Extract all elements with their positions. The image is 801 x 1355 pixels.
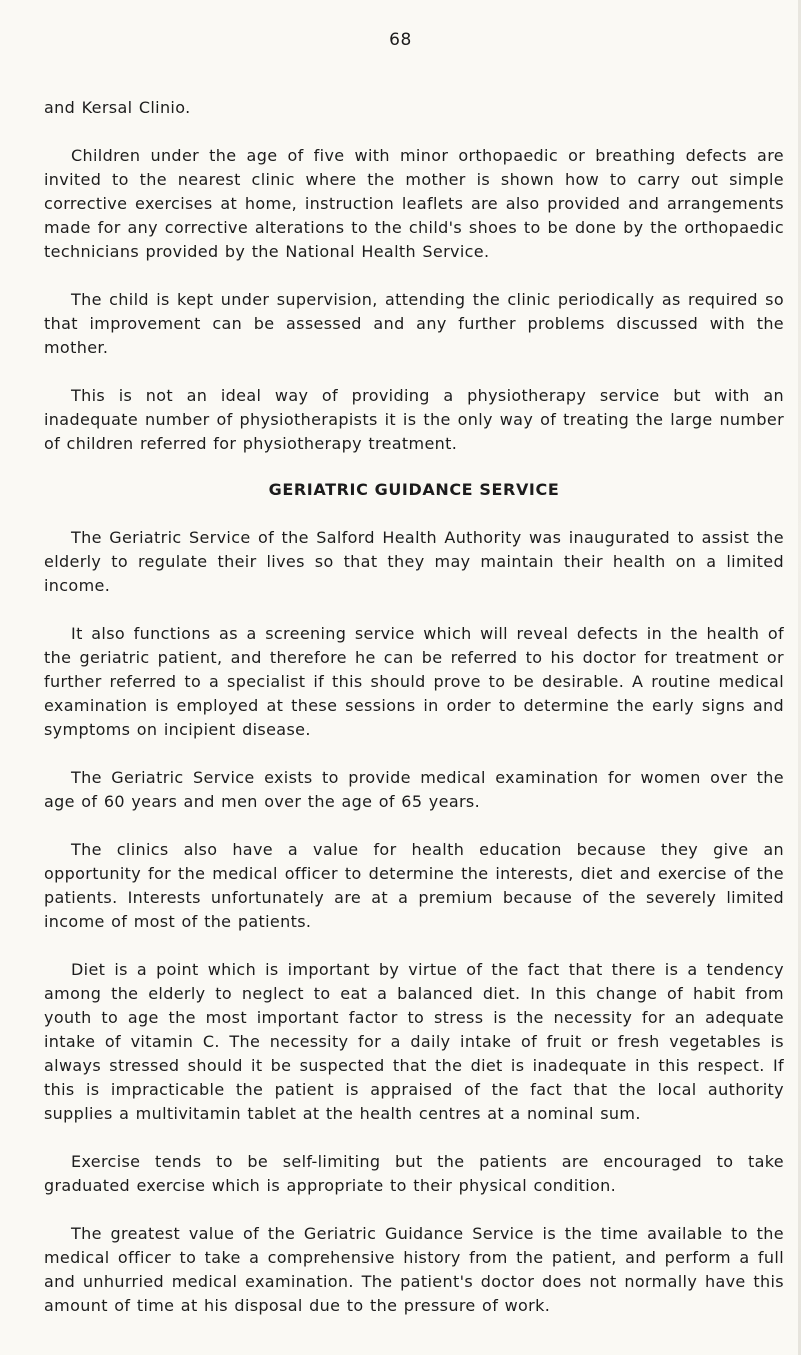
document-body [44, 96, 784, 1318]
paragraph: The child is kept under supervision, attending the clinic periodically as required so that improvement can be assessed and any further problems discussed with the mother. [44, 290, 784, 357]
paragraph: The greatest value of the Geriatric Guidance Service is the time available to the medical officer to take a comprehensive history from the patient, and perform a full and unhurried medical examination. The patient's doctor does not normally have this amount of time at his disposal due to the pressure of work. [44, 1224, 784, 1315]
paragraph: Diet is a point which is important by virtue of the fact that there is a tendency among the elderly to neglect to eat a balanced diet. In this change of habit from youth to age the most important factor to stress is the necessity for an adequate intake of vitamin C. The necessity for a daily intake of fruit or fresh vegetables is always stressed should it be suspected that the diet is inadequate in this respect. If this is impracticable the patient is appraised of the fact that the local authority supplies a multivitamin tablet at the health centres at a nominal sum. [44, 960, 784, 1123]
paragraph: Children under the age of five with minor orthopaedic or breathing defects are invited to the nearest clinic where the mother is shown how to carry out simple corrective exercises at home, instruction leaflets are also provided and arrangements made for any corrective alterations to the child's shoes to be done by the orthopaedic technicians provided by the National Health Service. [44, 146, 784, 261]
section-heading: GERIATRIC GUIDANCE SERVICE [268, 480, 560, 499]
paragraph: and Kersal Clinio. [44, 98, 191, 117]
paragraph: Exercise tends to be self-limiting but the patients are encouraged to take graduated exercise which is appropriate to their physical condition. [44, 1152, 784, 1195]
page-number: 68 [389, 30, 412, 50]
paragraph: The Geriatric Service exists to provide medical examination for women over the age of 60 years and men over the age of 65 years. [44, 768, 784, 811]
paragraph: It also functions as a screening service which will reveal defects in the health of the geriatric patient, and therefore he can be referred to his doctor for treatment or further referred to a specialist if this should prove to be desirable. A routine medical examination is employed at these sessions in order to determine the early signs and symptoms on incipient disease. [44, 624, 784, 739]
paragraph: The clinics also have a value for health education because they give an opportunity for the medical officer to determine the interests, diet and exercise of the patients. Interests unfortunately are at a premium because of the severely limited income of most of the patients. [44, 840, 784, 931]
paragraph: The Geriatric Service of the Salford Health Authority was inaugurated to assist the elderly to regulate their lives so that they may maintain their health on a limited income. [44, 528, 784, 595]
paragraph: This is not an ideal way of providing a physiotherapy service but with an inadequate number of physiotherapists it is the only way of treating the large number of children referred for physiotherapy treatment. [44, 386, 784, 453]
